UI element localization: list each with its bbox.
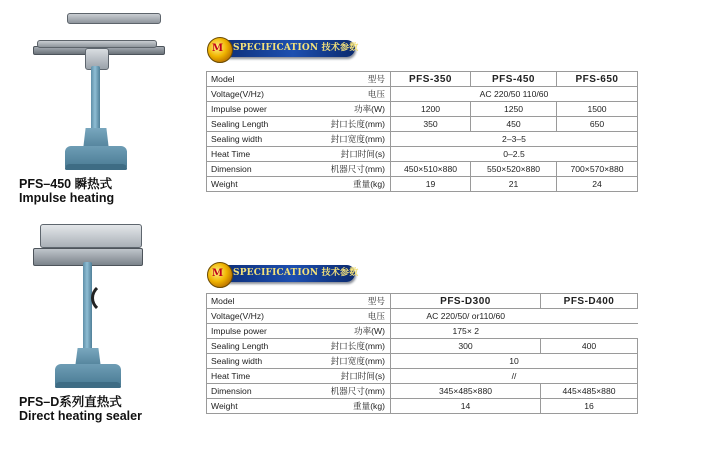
row-label-en: Model <box>207 294 308 309</box>
row-label-en: Heat Time <box>207 369 308 384</box>
model-header: PFS-D300 <box>391 294 541 309</box>
direct-heating-sealer-image <box>25 222 165 392</box>
empty-cell <box>541 309 638 324</box>
table-row <box>207 177 638 192</box>
impulse-sealer-image <box>25 8 165 178</box>
row-label-cn: 机器尺寸(mm) <box>308 162 391 177</box>
table-row <box>207 399 638 414</box>
product1-model: PFS–450 瞬热式 <box>19 177 113 191</box>
table-row <box>207 294 638 309</box>
row-label-cn: 封口长度(mm) <box>308 117 391 132</box>
cell-value: 1500 <box>557 102 638 117</box>
table-row <box>207 87 638 102</box>
brand-logo-icon: M <box>207 37 233 63</box>
row-label-cn: 重量(kg) <box>308 177 391 192</box>
product1-caption <box>19 177 114 205</box>
table-row <box>207 369 638 384</box>
model-header: PFS-350 <box>391 72 471 87</box>
cell-value: 550×520×880 <box>471 162 557 177</box>
row-label-cn: 重量(kg) <box>308 399 391 414</box>
row-label-cn: 功率(W) <box>308 324 391 339</box>
row-label-en: Sealing width <box>207 354 308 369</box>
cell-value: 2–3–5 <box>391 132 638 147</box>
table-row <box>207 72 638 87</box>
row-label-cn: 封口宽度(mm) <box>308 132 391 147</box>
table-row <box>207 162 638 177</box>
table-row <box>207 147 638 162</box>
cell-value: 445×485×880 <box>541 384 638 399</box>
row-label-cn: 电压 <box>308 309 391 324</box>
brand-logo-icon: M <box>207 262 233 288</box>
row-label-cn: 封口长度(mm) <box>308 339 391 354</box>
spec-table-pfs <box>206 71 638 192</box>
cell-value: 175× 2 <box>391 324 541 339</box>
row-label-en: Sealing Length <box>207 117 308 132</box>
model-header: PFS-650 <box>557 72 638 87</box>
cell-value: 345×485×880 <box>391 384 541 399</box>
cell-value: 300 <box>391 339 541 354</box>
table-row <box>207 102 638 117</box>
row-label-en: Voltage(V/Hz) <box>207 309 308 324</box>
table-row <box>207 132 638 147</box>
row-label-cn: 型号 <box>308 72 391 87</box>
banner-title: SPECIFICATION 技术参数 <box>233 43 359 53</box>
row-label-en: Dimension <box>207 162 308 177</box>
table-row <box>207 354 638 369</box>
cell-value: // <box>391 369 638 384</box>
row-label-cn: 功率(W) <box>308 102 391 117</box>
cell-value: 700×570×880 <box>557 162 638 177</box>
specification-banner-2 <box>207 262 357 286</box>
cell-value: 10 <box>391 354 638 369</box>
table-row <box>207 339 638 354</box>
model-header: PFS-D400 <box>541 294 638 309</box>
table-row <box>207 309 638 324</box>
cell-value: 24 <box>557 177 638 192</box>
row-label-en: Model <box>207 72 308 87</box>
row-label-en: Sealing width <box>207 132 308 147</box>
table-row <box>207 117 638 132</box>
cell-value: 450 <box>471 117 557 132</box>
spec-table-pfs-d <box>206 293 638 414</box>
product1-type: Impulse heating <box>19 191 115 205</box>
cell-value: AC 220/50 110/60 <box>391 87 638 102</box>
row-label-en: Impulse power <box>207 324 308 339</box>
table-row <box>207 324 638 339</box>
row-label-en: Sealing Length <box>207 339 308 354</box>
product2-model: PFS–D系列直热式 <box>19 395 122 409</box>
row-label-en: Weight <box>207 177 308 192</box>
cell-value: 1200 <box>391 102 471 117</box>
cell-value: 350 <box>391 117 471 132</box>
row-label-cn: 封口宽度(mm) <box>308 354 391 369</box>
row-label-en: Weight <box>207 399 308 414</box>
table-row <box>207 384 638 399</box>
product2-caption <box>19 395 142 423</box>
specification-banner-1 <box>207 37 357 61</box>
banner-title: SPECIFICATION 技术参数 <box>233 268 359 278</box>
row-label-cn: 封口时间(s) <box>308 369 391 384</box>
product2-type: Direct heating sealer <box>19 409 142 423</box>
cell-value: 21 <box>471 177 557 192</box>
row-label-cn: 封口时间(s) <box>308 147 391 162</box>
cell-value: 16 <box>541 399 638 414</box>
row-label-en: Impulse power <box>207 102 308 117</box>
cell-value: 400 <box>541 339 638 354</box>
row-label-en: Voltage(V/Hz) <box>207 87 308 102</box>
cell-value: 0–2.5 <box>391 147 638 162</box>
cell-value: 650 <box>557 117 638 132</box>
cell-value: 19 <box>391 177 471 192</box>
cell-value: 450×510×880 <box>391 162 471 177</box>
empty-cell <box>541 324 638 339</box>
cell-value: AC 220/50/ or110/60 <box>391 309 541 324</box>
row-label-cn: 型号 <box>308 294 391 309</box>
row-label-cn: 机器尺寸(mm) <box>308 384 391 399</box>
row-label-cn: 电压 <box>308 87 391 102</box>
model-header: PFS-450 <box>471 72 557 87</box>
row-label-en: Heat Time <box>207 147 308 162</box>
row-label-en: Dimension <box>207 384 308 399</box>
cell-value: 14 <box>391 399 541 414</box>
cell-value: 1250 <box>471 102 557 117</box>
